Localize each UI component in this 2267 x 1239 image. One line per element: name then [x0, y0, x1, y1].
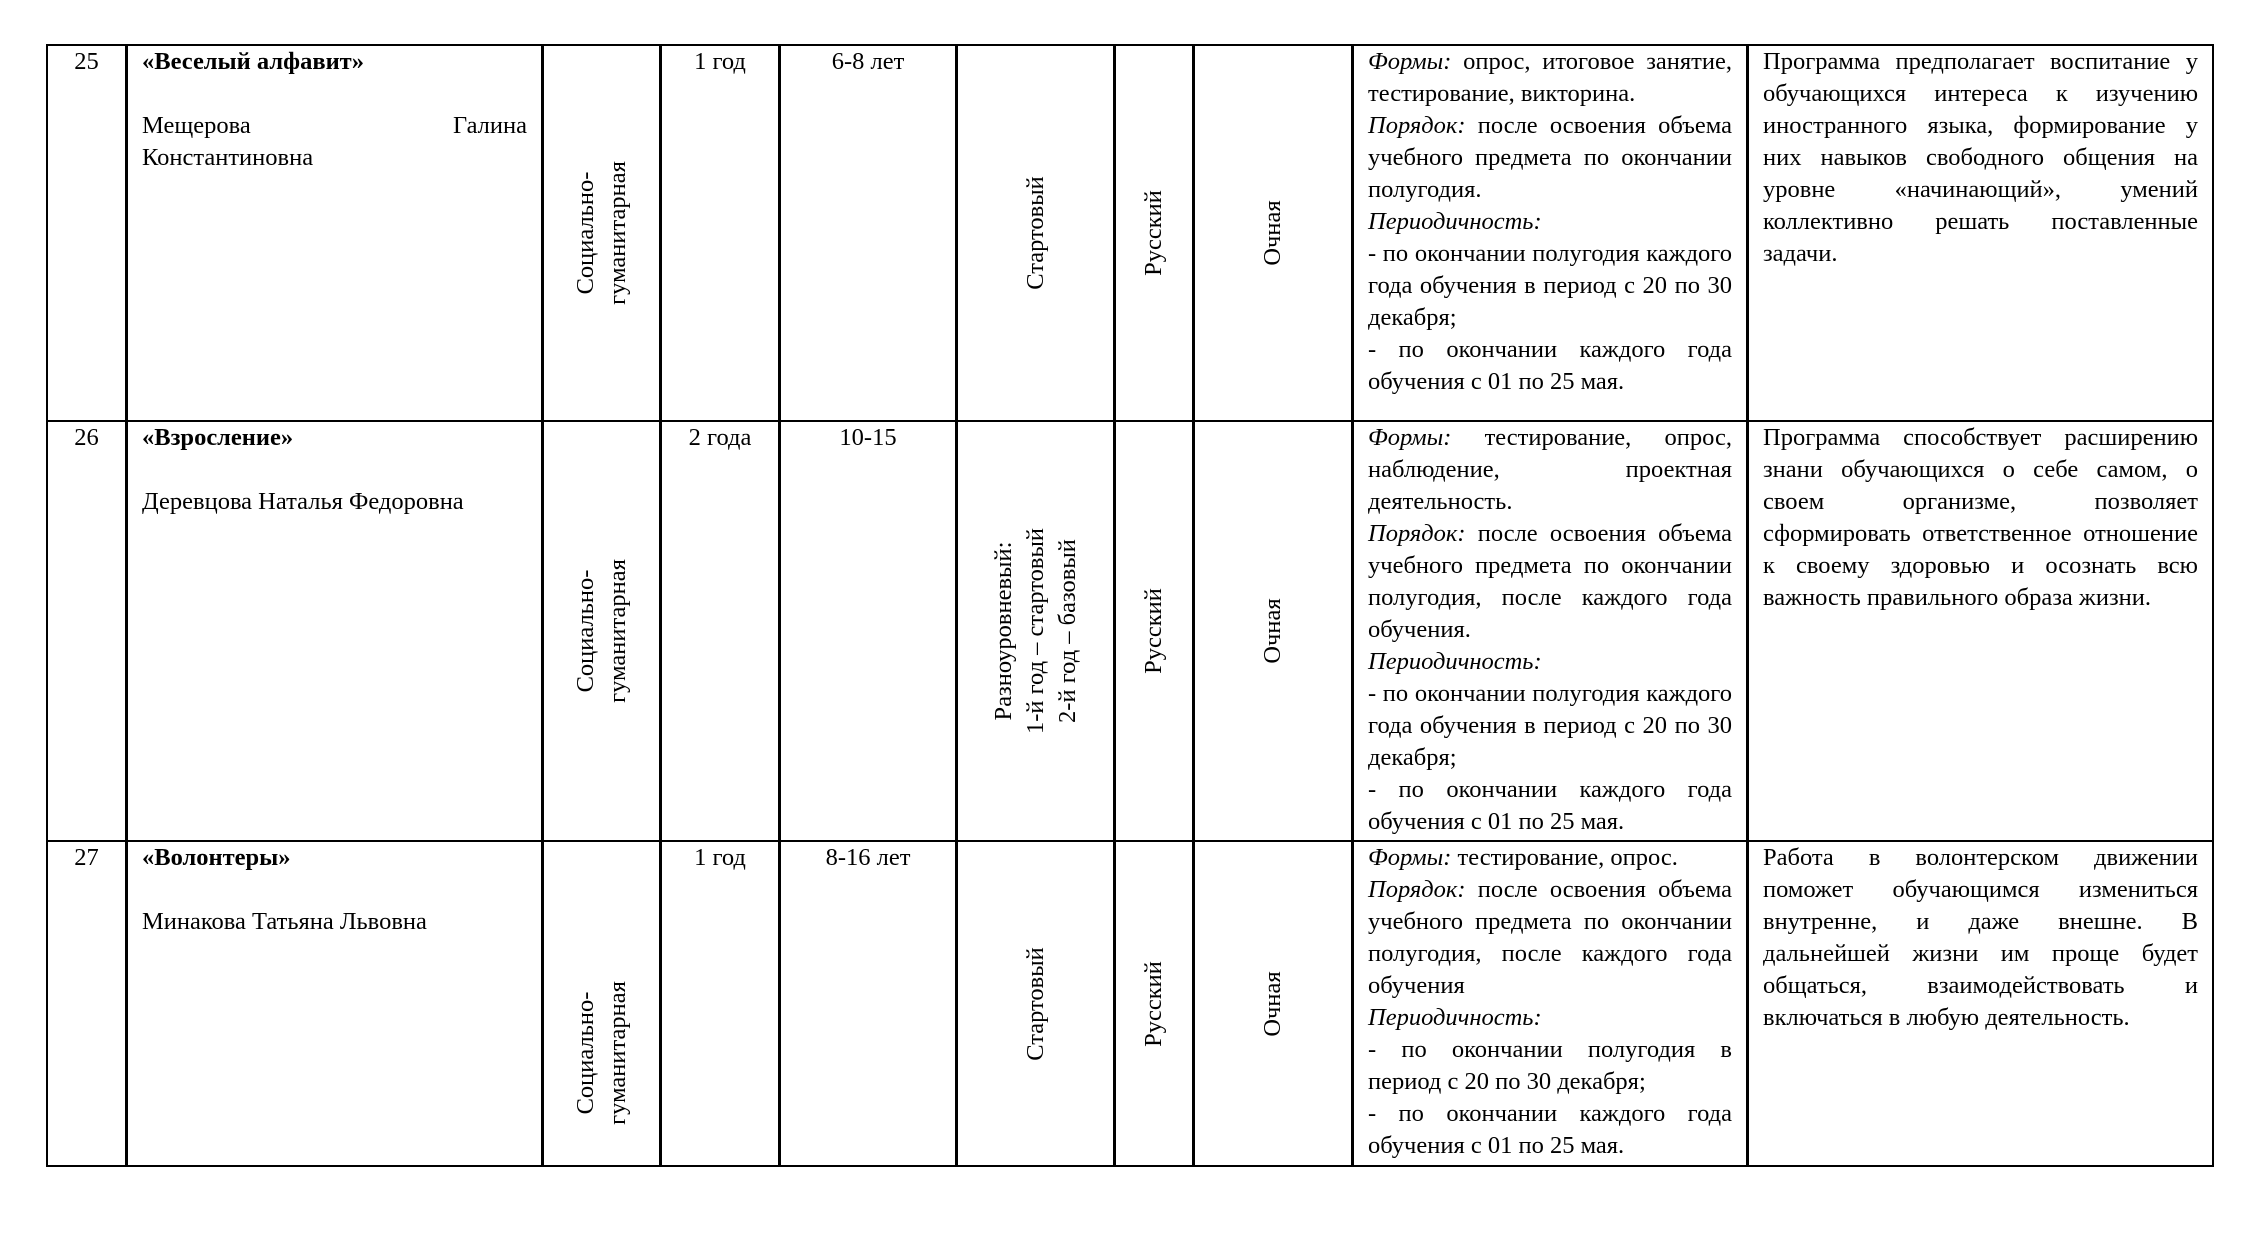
age-cell: 6-8 лет: [779, 44, 957, 422]
forms-text: тестирование, опрос.: [1451, 844, 1678, 871]
program-name-cell: [126, 840, 543, 1167]
order-label: Порядок:: [1368, 112, 1466, 139]
description-text: Программа предполагает воспитание у обучающихся интереса к изучению иностранного языка, формирование у них навыков свободного общения на уровне «начинающий», умений коллективно решать поставленные задачи.: [1763, 48, 2198, 267]
level-text: Стартовый: [1021, 176, 1049, 290]
level-cell: [956, 840, 1115, 1167]
form-text: Очная: [1259, 598, 1286, 664]
level-text: Разноуровневый: 1-й год – стартовый 2-й год – базовый: [989, 527, 1081, 735]
order-label: Порядок:: [1368, 520, 1466, 547]
direction-text: Социально- гуманитарная: [571, 161, 631, 305]
author-line: Деревцова Наталья Федоровна: [142, 488, 464, 515]
duration-cell: 1 год: [660, 44, 780, 422]
row-number: 25: [46, 44, 127, 422]
direction-text: Социально- гуманитарная: [571, 559, 631, 703]
language-text: Русский: [1140, 588, 1167, 674]
attestation-cell: [1352, 44, 1748, 422]
description-cell: [1747, 44, 2214, 422]
table-row: [47, 421, 2215, 841]
forms-text: тестирование, опрос, наблюдение, проектная деятельность.: [1368, 424, 1732, 515]
order-label: Порядок:: [1368, 876, 1466, 903]
row-number: 27: [46, 840, 127, 1167]
order-text: после освоения объема учебного предмета по окончании полугодия.: [1368, 112, 1732, 203]
period-item: - по окончании полугодия каждого года обучения в период с 20 по 30 декабря;: [1368, 240, 1732, 331]
order-text: после освоения объема учебного предмета по окончании полугодия, после каждого года обучения: [1368, 876, 1732, 999]
form-cell: [1193, 840, 1353, 1167]
direction-cell: [542, 840, 661, 1167]
author-line: Мещерова Галина: [142, 112, 527, 139]
period-item: - по окончании полугодия каждого года обучения в период с 20 по 30 декабря;: [1368, 680, 1732, 771]
description-text: Программа способствует расширению знани обучающихся о себе самом, о своем организме, позволяет сформировать ответственное отношение к своему здоровью и осознать всю важность правильного образа жизни.: [1763, 424, 2198, 611]
duration-cell: 2 года: [660, 420, 780, 842]
forms-label: Формы:: [1368, 424, 1452, 451]
period-label: Периодичность:: [1368, 208, 1542, 235]
form-text: Очная: [1259, 200, 1286, 266]
description-cell: [1747, 840, 2214, 1167]
direction-text: Социально- гуманитарная: [571, 981, 631, 1125]
language-cell: [1114, 840, 1194, 1167]
language-cell: [1114, 420, 1194, 842]
attestation-cell: [1352, 420, 1748, 842]
direction-cell: [542, 420, 661, 842]
direction-cell: [542, 44, 661, 422]
forms-label: Формы:: [1368, 48, 1452, 75]
table-row: [47, 841, 2215, 1166]
period-item: - по окончании каждого года обучения с 01 по 25 мая.: [1368, 776, 1732, 835]
form-cell: [1193, 44, 1353, 422]
program-title: «Веселый алфавит»: [142, 48, 364, 75]
age-cell: 8-16 лет: [779, 840, 957, 1167]
language-cell: [1114, 44, 1194, 422]
forms-label: Формы:: [1368, 844, 1452, 871]
period-label: Периодичность:: [1368, 1004, 1542, 1031]
level-cell: [956, 420, 1115, 842]
level-cell: [956, 44, 1115, 422]
program-title: «Взросление»: [142, 424, 294, 451]
form-text: Очная: [1259, 970, 1286, 1037]
table-row: [47, 45, 2215, 421]
author-line: Константиновна: [142, 144, 314, 171]
program-author: [128, 906, 541, 938]
language-text: Русский: [1140, 960, 1167, 1047]
period-label: Периодичность:: [1368, 648, 1542, 675]
forms-text: опрос, итоговое занятие, тестирование, викторина.: [1368, 48, 1732, 107]
author-line: Минакова Татьяна Львовна: [142, 908, 427, 935]
attestation-cell: [1352, 840, 1748, 1167]
description-text: Работа в волонтерском движении поможет обучающимся измениться внутренне, и даже внешне. В дальнейшей жизни им проще будет общаться, взаимодействовать и включаться в любую деятельность.: [1763, 844, 2198, 1031]
program-title: «Волонтеры»: [142, 844, 291, 871]
level-text: Стартовый: [1021, 946, 1049, 1061]
order-text: после освоения объема учебного предмета по окончании полугодия, после каждого года обучения.: [1368, 520, 1732, 643]
age-cell: 10-15: [779, 420, 957, 842]
period-item: - по окончании каждого года обучения с 01 по 25 мая.: [1368, 336, 1732, 395]
program-name-cell: [126, 44, 543, 422]
description-cell: [1747, 420, 2214, 842]
period-item: - по окончании полугодия в период с 20 по 30 декабря;: [1368, 1036, 1732, 1095]
row-number: 26: [46, 420, 127, 842]
program-author: [128, 486, 541, 518]
program-author: [128, 110, 541, 174]
period-item: - по окончании каждого года обучения с 01 по 25 мая.: [1368, 1100, 1732, 1159]
language-text: Русский: [1140, 190, 1167, 276]
duration-cell: 1 год: [660, 840, 780, 1167]
program-name-cell: [126, 420, 543, 842]
form-cell: [1193, 420, 1353, 842]
